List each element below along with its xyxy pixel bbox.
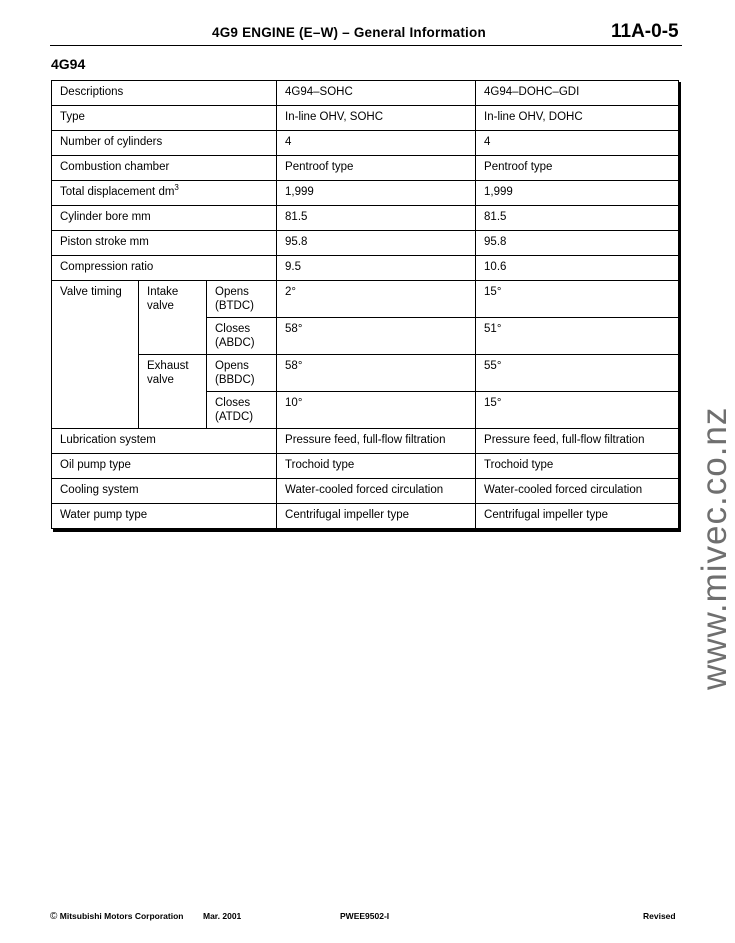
header-cell-dohc: 4G94–DOHC–GDI	[476, 81, 679, 106]
row-value-dohc: Pressure feed, full-flow filtration	[476, 429, 679, 454]
row-value-sohc: 95.8	[277, 231, 476, 256]
intake-valve-label: Intake valve	[139, 281, 207, 355]
row-label: Lubrication system	[52, 429, 277, 454]
row-label: Number of cylinders	[52, 131, 277, 156]
footer-date: Mar. 2001	[203, 911, 242, 921]
section-title: 4G94	[51, 56, 86, 72]
row-value-sohc: 4	[277, 131, 476, 156]
table-row	[52, 206, 679, 231]
row-value-dohc: Centrifugal impeller type	[476, 504, 679, 529]
watermark-url: www.mivec.co.nz	[695, 406, 734, 690]
row-value-dohc: 95.8	[476, 231, 679, 256]
row-value-dohc: 51°	[476, 318, 679, 355]
row-value-sohc: Centrifugal impeller type	[277, 504, 476, 529]
row-value-sohc: 10°	[277, 392, 476, 429]
page-number: 11A-0-5	[611, 21, 679, 42]
row-value-sohc: Pentroof type	[277, 156, 476, 181]
valve-event: Opens (BBDC)	[207, 355, 277, 392]
row-value-dohc: 10.6	[476, 256, 679, 281]
table-row	[52, 504, 679, 529]
row-value-dohc: 15°	[476, 281, 679, 318]
valve-timing-label: Valve timing	[52, 281, 139, 429]
row-value-sohc: 58°	[277, 355, 476, 392]
row-value-dohc: Water-cooled forced circulation	[476, 479, 679, 504]
header-cell-sohc: 4G94–SOHC	[277, 81, 476, 106]
row-value-sohc: 9.5	[277, 256, 476, 281]
row-value-sohc: In-line OHV, SOHC	[277, 106, 476, 131]
table-row	[52, 454, 679, 479]
exhaust-valve-label: Exhaust valve	[139, 355, 207, 429]
valve-event: Opens (BTDC)	[207, 281, 277, 318]
table-row	[52, 479, 679, 504]
table-shadow-bottom	[53, 529, 681, 532]
copyright-symbol: ©	[50, 911, 58, 922]
row-value-sohc: 2°	[277, 281, 476, 318]
footer-revision-status: Revised	[643, 911, 676, 921]
table-row	[52, 181, 679, 206]
row-value-dohc: Pentroof type	[476, 156, 679, 181]
row-value-sohc: Trochoid type	[277, 454, 476, 479]
row-label: Combustion chamber	[52, 156, 277, 181]
row-value-sohc: 81.5	[277, 206, 476, 231]
unit-superscript: 3	[174, 183, 179, 193]
row-label: Oil pump type	[52, 454, 277, 479]
row-value-dohc: Trochoid type	[476, 454, 679, 479]
row-value-sohc: 1,999	[277, 181, 476, 206]
table-row	[52, 256, 679, 281]
row-value-sohc: Water-cooled forced circulation	[277, 479, 476, 504]
footer-company: Mitsubishi Motors Corporation	[59, 911, 184, 921]
row-label-displacement	[52, 181, 277, 206]
header-title: 4G9 ENGINE (E–W) – General Information	[212, 25, 486, 40]
row-label: Type	[52, 106, 277, 131]
row-value-dohc: 1,999	[476, 181, 679, 206]
valve-timing-row	[52, 355, 679, 392]
row-value-dohc: 81.5	[476, 206, 679, 231]
table-row	[52, 429, 679, 454]
row-value-dohc: 4	[476, 131, 679, 156]
row-label: Compression ratio	[52, 256, 277, 281]
row-label: Piston stroke mm	[52, 231, 277, 256]
spec-table	[51, 80, 679, 529]
table-row	[52, 156, 679, 181]
row-value-sohc: Pressure feed, full-flow filtration	[277, 429, 476, 454]
valve-timing-row	[52, 281, 679, 318]
row-value-dohc: In-line OHV, DOHC	[476, 106, 679, 131]
row-label: Total displacement dm	[60, 186, 175, 198]
table-row	[52, 231, 679, 256]
row-label: Cylinder bore mm	[52, 206, 277, 231]
row-value-dohc: 55°	[476, 355, 679, 392]
table-row	[52, 106, 679, 131]
valve-event: Closes (ABDC)	[207, 318, 277, 355]
table-row	[52, 131, 679, 156]
row-label: Cooling system	[52, 479, 277, 504]
header-cell-descriptions: Descriptions	[52, 81, 277, 106]
table-header-row	[52, 81, 679, 106]
row-label: Water pump type	[52, 504, 277, 529]
row-value-sohc: 58°	[277, 318, 476, 355]
valve-event: Closes (ATDC)	[207, 392, 277, 429]
footer-document-code: PWEE9502-I	[340, 911, 390, 921]
footer-copyright	[50, 911, 183, 922]
row-value-dohc: 15°	[476, 392, 679, 429]
header-divider	[50, 45, 682, 46]
